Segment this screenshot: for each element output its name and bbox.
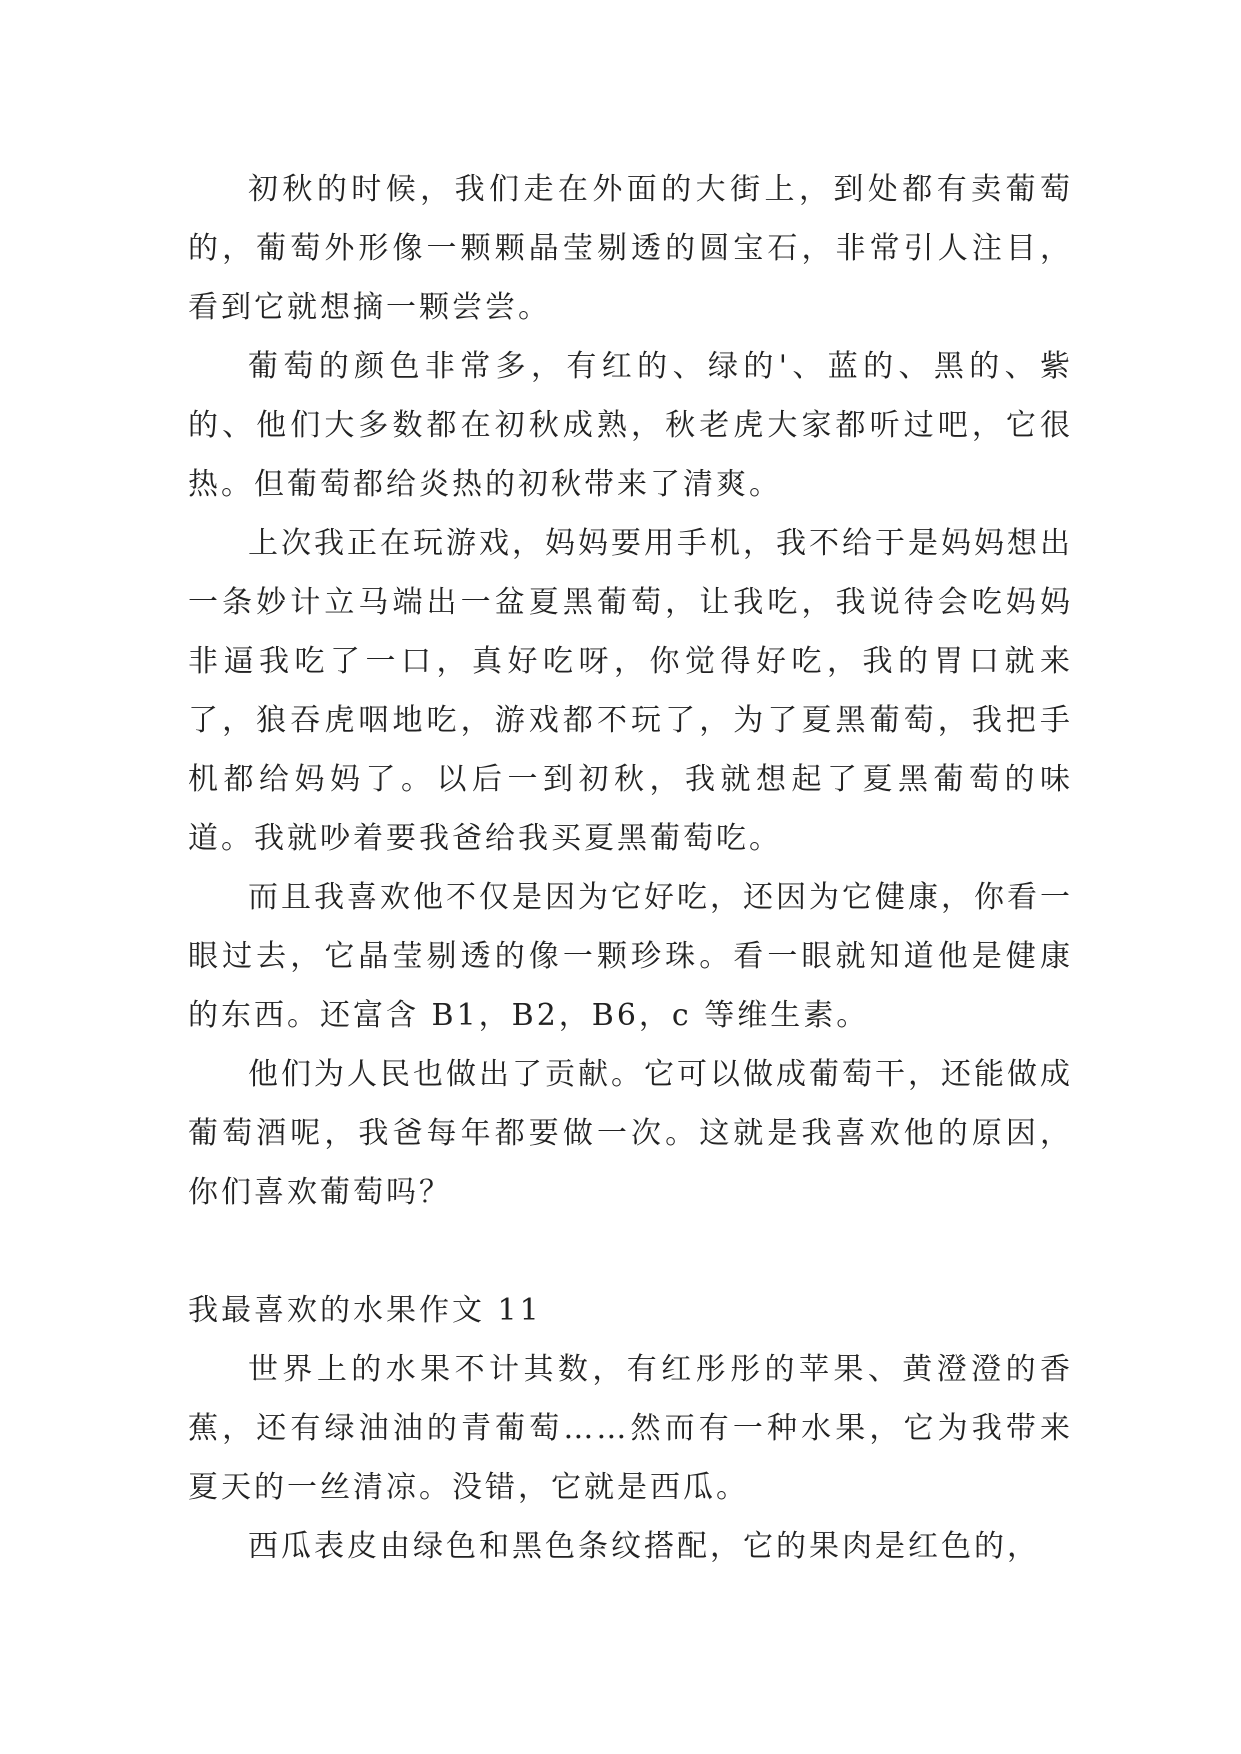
paragraph: 上次我正在玩游戏，妈妈要用手机，我不给于是妈妈想出一条妙计立马端出一盆夏黑葡萄，让我吃，我说待会吃妈妈非逼我吃了一口，真好吃呀，你觉得好吃，我的胃口就来了，狼吞虎咽地吃，游戏都不玩了，为了夏黑葡萄，我把手机都给妈妈了。以后一到初秋，我就想起了夏黑葡萄的味道。我就吵着要我爸给我买夏黑葡萄吃。 (188, 526, 1073, 856)
paragraph: 世界上的水果不计其数，有红彤彤的苹果、黄澄澄的香蕉，还有绿油油的青葡萄……然而有一种水果，它为我带来夏天的一丝清凉。没错，它就是西瓜。 (188, 1352, 1073, 1505)
paragraph: 而且我喜欢他不仅是因为它好吃，还因为它健康，你看一眼过去，它晶莹剔透的像一颗珍珠。看一眼就知道他是健康的东西。还富含 B1，B2，B6，c 等维生素。 (188, 880, 1073, 1033)
paragraph: 西瓜表皮由绿色和黑色条纹搭配，它的果肉是红色的， (248, 1529, 1040, 1564)
paragraph: 初秋的时候，我们走在外面的大街上，到处都有卖葡萄的，葡萄外形像一颗颗晶莹剔透的圆宝石，非常引人注目，看到它就想摘一颗尝尝。 (188, 172, 1073, 325)
paragraph: 葡萄的颜色非常多，有红的、绿的'、蓝的、黑的、紫的、他们大多数都在初秋成熟，秋老虎大家都听过吧，它很热。但葡萄都给炎热的初秋带来了清爽。 (188, 349, 1073, 502)
essay-title: 我最喜欢的水果作文 11 (188, 1293, 542, 1328)
document-body (188, 160, 1073, 1576)
section-gap (188, 1222, 1073, 1281)
paragraph: 他们为人民也做出了贡献。它可以做成葡萄干，还能做成葡萄酒呢，我爸每年都要做一次。这就是我喜欢他的原因，你们喜欢葡萄吗？ (188, 1057, 1073, 1210)
